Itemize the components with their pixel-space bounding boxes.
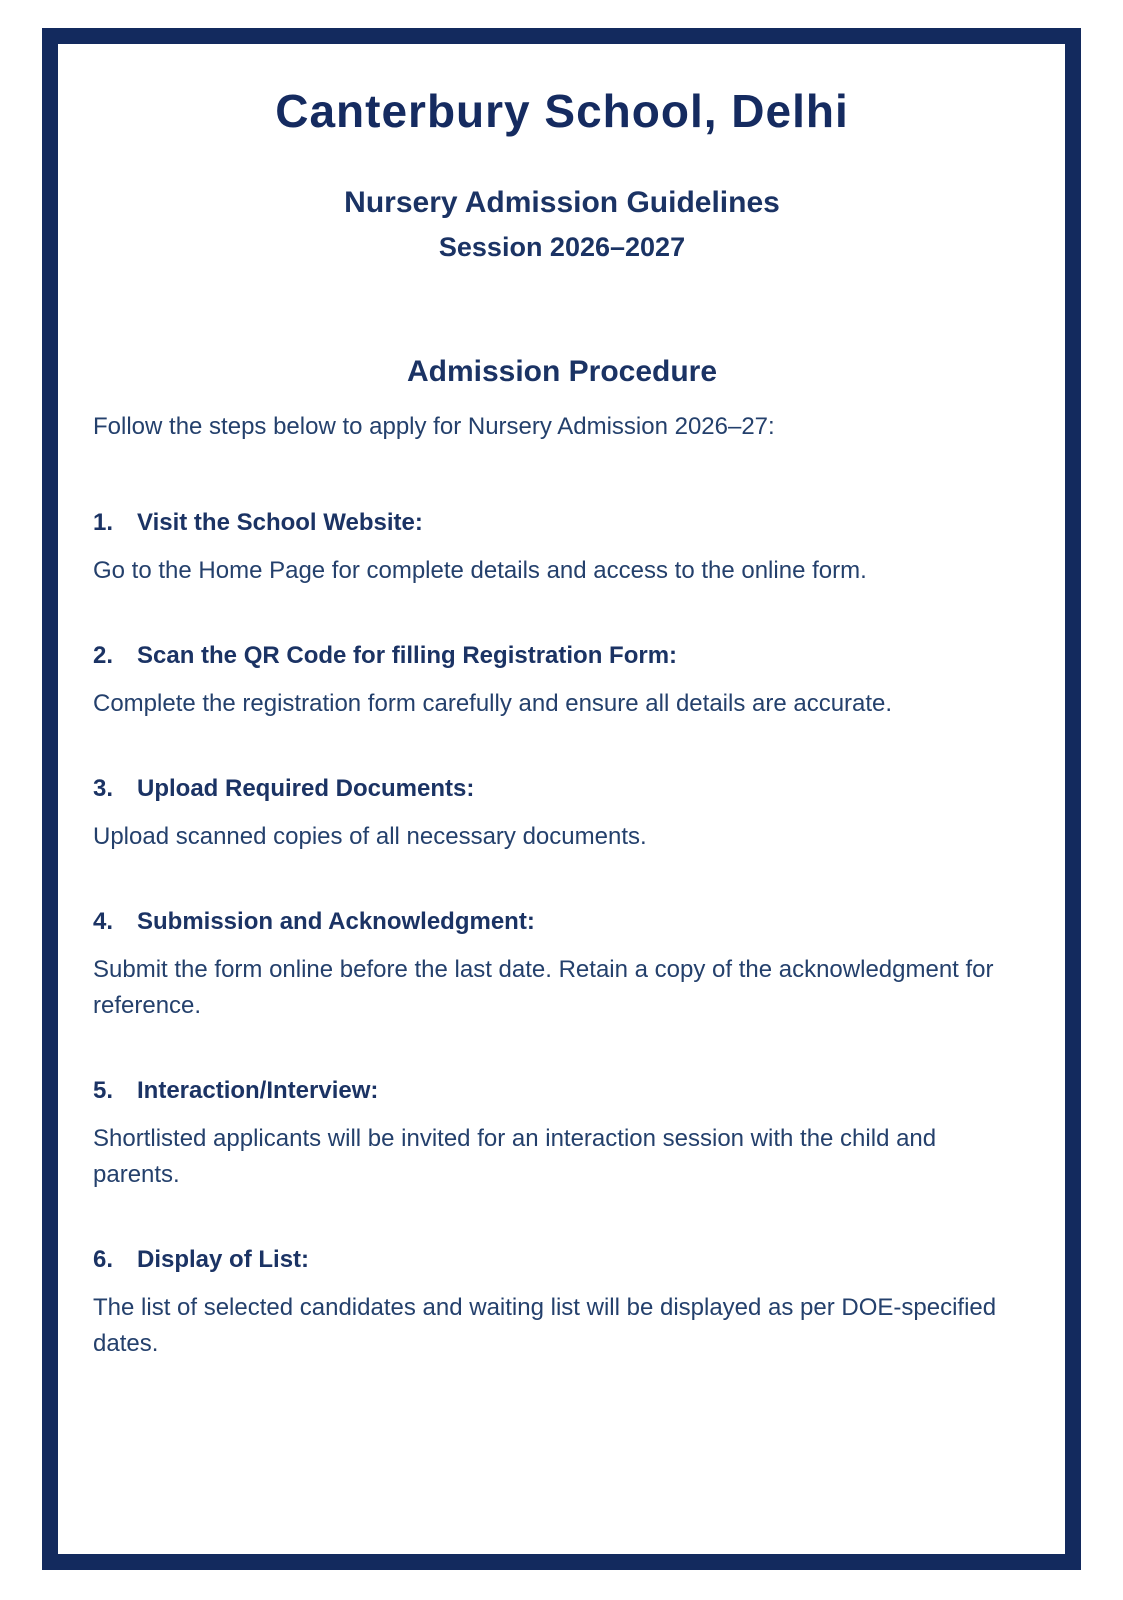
step-2-number: 2.	[93, 641, 114, 669]
step-5	[93, 1074, 1031, 1193]
step-3-heading-text: Upload Required Documents:	[137, 774, 475, 802]
step-2-body: Complete the registration form carefully and ensure all details are accurate.	[93, 689, 893, 717]
document-subtitle: Nursery Admission Guidelines	[344, 186, 780, 220]
step-1-number: 1.	[93, 508, 114, 536]
step-3-body: Upload scanned copies of all necessary documents.	[93, 822, 647, 850]
step-2	[93, 639, 1031, 722]
step-5-heading-text: Interaction/Interview:	[137, 1076, 379, 1104]
step-6-heading	[93, 1243, 1031, 1277]
step-1	[93, 506, 1031, 589]
steps-list	[93, 506, 1031, 1362]
step-6-body: The list of selected candidates and waiting list will be displayed as per DOE-specified dates.	[93, 1293, 997, 1357]
step-3-heading	[93, 772, 1031, 806]
step-4-heading-text: Submission and Acknowledgment:	[137, 907, 535, 935]
page-border-frame	[42, 28, 1081, 1570]
school-title: Canterbury School, Delhi	[275, 85, 849, 137]
session-label: Session 2026–2027	[438, 232, 686, 263]
step-3-number: 3.	[93, 774, 114, 802]
step-2-heading	[93, 639, 1031, 673]
step-1-heading-text: Visit the School Website:	[137, 508, 423, 536]
step-2-heading-text: Scan the QR Code for filling Registration Form:	[137, 641, 678, 669]
section-heading-admission-procedure: Admission Procedure	[406, 354, 718, 388]
step-1-body: Go to the Home Page for complete details and access to the online form.	[93, 556, 867, 584]
step-4-body: Submit the form online before the last date. Retain a copy of the acknowledgment for reference.	[93, 955, 994, 1019]
step-4-number: 4.	[93, 907, 114, 935]
step-4-heading	[93, 905, 1031, 939]
step-5-number: 5.	[93, 1076, 114, 1104]
step-6	[93, 1243, 1031, 1362]
step-5-heading	[93, 1074, 1031, 1108]
step-1-heading	[93, 506, 1031, 540]
step-5-body: Shortlisted applicants will be invited for an interaction session with the child and parents.	[93, 1124, 937, 1188]
step-3	[93, 772, 1031, 855]
intro-text: Follow the steps below to apply for Nursery Admission 2026–27:	[93, 412, 775, 440]
step-6-number: 6.	[93, 1245, 114, 1273]
step-6-heading-text: Display of List:	[137, 1245, 310, 1273]
step-4	[93, 905, 1031, 1024]
page-content	[58, 44, 1065, 1554]
